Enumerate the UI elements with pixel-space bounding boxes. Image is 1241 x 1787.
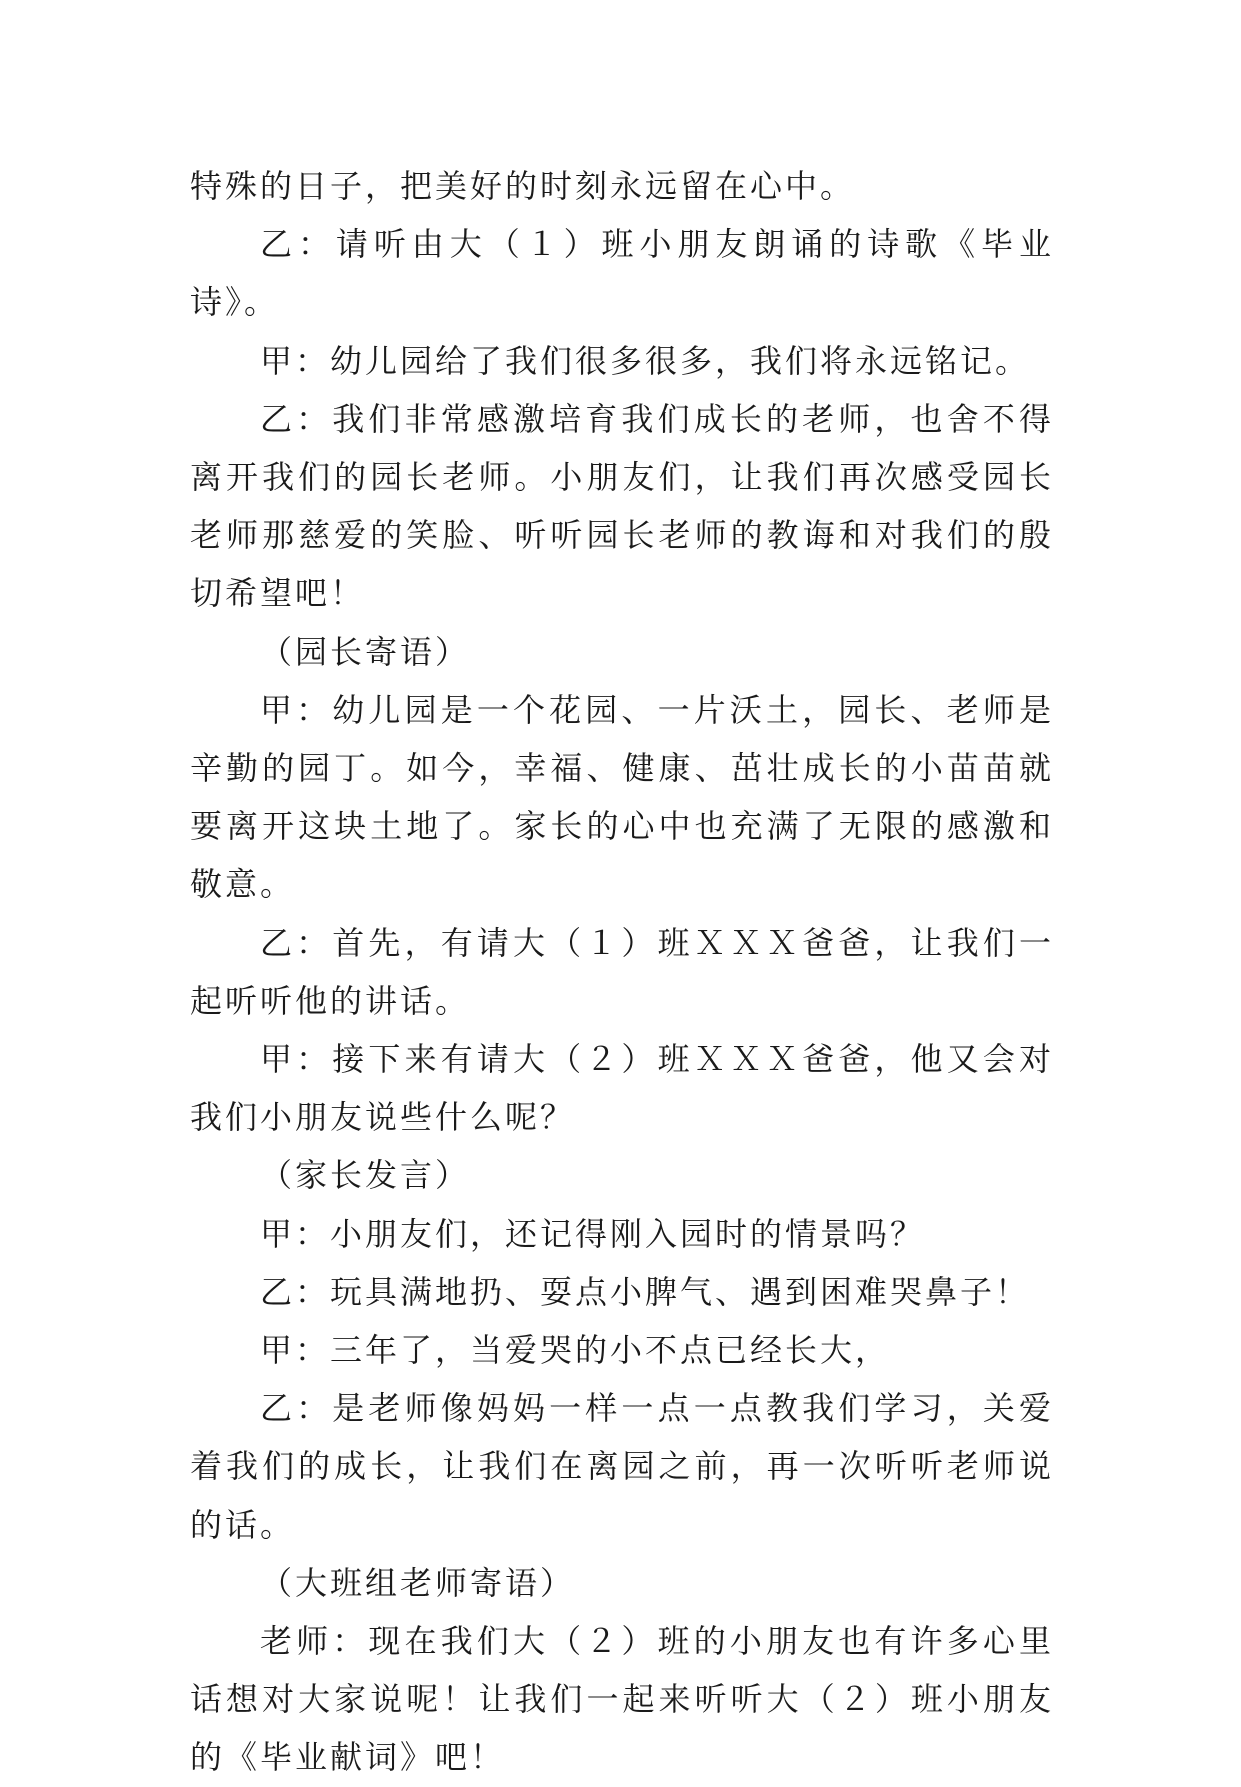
paragraph-12: 甲：三年了，当爱哭的小不点已经长大， xyxy=(260,1331,891,1370)
paragraph-1: 特殊的日子，把美好的时刻永远留在心中。 xyxy=(190,167,856,205)
document-body xyxy=(190,157,1054,1787)
paragraph-5: （园长寄语） xyxy=(260,632,471,671)
paragraph-13: 乙：是老师像妈妈一样一点一点教我们学习，关爱着我们的成长，让我们在离园之前，再一次听听老师说的话。 xyxy=(190,1389,1054,1544)
paragraph-8: 甲：接下来有请大（２）班ＸＸＸ爸爸，他又会对我们小朋友说些什么呢？ xyxy=(190,1040,1054,1137)
paragraph-10: 甲：小朋友们，还记得刚入园时的情景吗？ xyxy=(260,1214,926,1253)
paragraph-3: 甲：幼儿园给了我们很多很多，我们将永远铭记。 xyxy=(260,341,1031,380)
paragraph-6: 甲：幼儿园是一个花园、一片沃土，园长、老师是辛勤的园丁。如今，幸福、健康、茁壮成长的小苗苗就要离开这块土地了。家长的心中也充满了无限的感激和敬意。 xyxy=(190,690,1054,904)
paragraph-2: 乙：请听由大（１）班小朋友朗诵的诗歌《毕业诗》。 xyxy=(190,225,1054,322)
paragraph-9: （家长发言） xyxy=(260,1156,471,1195)
paragraph-14: （大班组老师寄语） xyxy=(260,1563,576,1602)
paragraph-4: 乙：我们非常感激培育我们成长的老师，也舍不得离开我们的园长老师。小朋友们，让我们再次感受园长老师那慈爱的笑脸、听听园长老师的教诲和对我们的殷切希望吧！ xyxy=(190,399,1054,613)
paragraph-15: 老师：现在我们大（２）班的小朋友也有许多心里话想对大家说呢！让我们一起来听听大（２）班小朋友的《毕业献词》吧！ xyxy=(190,1622,1054,1777)
paragraph-7: 乙：首先，有请大（１）班ＸＸＸ爸爸，让我们一起听听他的讲话。 xyxy=(190,923,1054,1020)
paragraph-11: 乙：玩具满地扔、耍点小脾气、遇到困难哭鼻子！ xyxy=(260,1272,1031,1311)
